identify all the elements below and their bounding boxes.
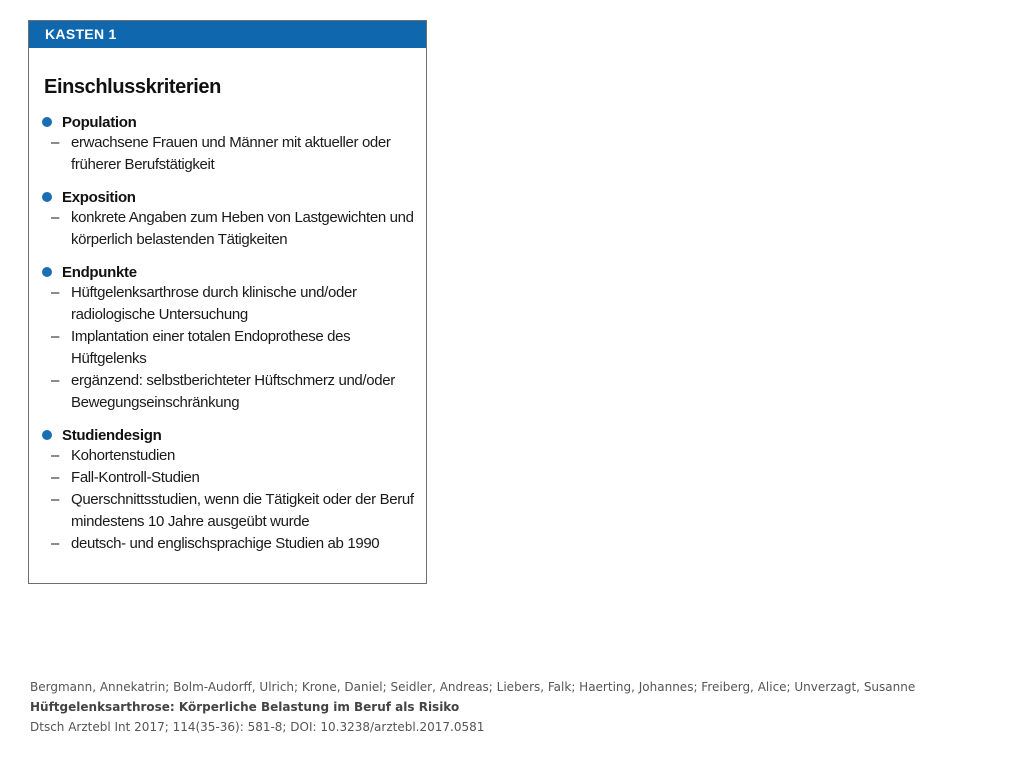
bullet-icon	[42, 117, 52, 127]
section-heading: Endpunkte	[62, 263, 137, 281]
bullet-icon	[42, 192, 52, 202]
list-item: – ergänzend: selbstberichteter Hüftschmerz und/oder Bewegungseinschränkung	[42, 370, 422, 414]
section-exposition	[42, 187, 422, 251]
section-population	[42, 112, 422, 176]
list-item: – deutsch- und englischsprachige Studien ab 1990	[42, 533, 422, 555]
citation-title: Hüftgelenksarthrose: Körperliche Belastung im Beruf als Risiko	[30, 700, 460, 714]
list-item: – Kohortenstudien	[42, 445, 422, 467]
citation-authors: Bergmann, Annekatrin; Bolm-Audorff, Ulrich; Krone, Daniel; Seidler, Andreas; Liebers, Falk; Haerting, Johannes; Freiberg, Alice; Unverzagt, Susanne	[30, 680, 916, 694]
list-item: – Fall-Kontroll-Studien	[42, 467, 422, 489]
list-item: – Querschnittsstudien, wenn die Tätigkeit oder der Beruf mindestens 10 Jahre ausgeübt wurde	[42, 489, 422, 533]
dash-icon: –	[51, 447, 59, 464]
box-title: Einschlusskriterien	[44, 76, 221, 98]
citation-journal: Dtsch Arztebl Int 2017; 114(35-36): 581-8; DOI: 10.3238/arztebl.2017.0581	[30, 720, 485, 734]
section-heading: Population	[62, 113, 137, 131]
section-heading: Exposition	[62, 188, 136, 206]
list-item: – erwachsene Frauen und Männer mit aktueller oder früherer Berufstätigkeit	[42, 132, 422, 176]
bullet-icon	[42, 430, 52, 440]
citation	[30, 677, 915, 737]
list-item: – konkrete Angaben zum Heben von Lastgewichten und körperlich belastenden Tätigkeiten	[42, 207, 422, 251]
list-item: – Implantation einer totalen Endoprothese des Hüftgelenks	[42, 326, 422, 370]
section-endpunkte	[42, 262, 422, 414]
criteria-list	[42, 112, 422, 566]
dash-icon: –	[51, 491, 59, 508]
section-studiendesign	[42, 425, 422, 555]
dash-icon: –	[51, 372, 59, 389]
section-heading: Studiendesign	[62, 426, 162, 444]
dash-icon: –	[51, 134, 59, 151]
box-header: KASTEN 1	[29, 21, 426, 48]
dash-icon: –	[51, 284, 59, 301]
list-item: – Hüftgelenksarthrose durch klinische und/oder radiologische Untersuchung	[42, 282, 422, 326]
info-box	[28, 20, 427, 584]
dash-icon: –	[51, 535, 59, 552]
bullet-icon	[42, 267, 52, 277]
dash-icon: –	[51, 469, 59, 486]
dash-icon: –	[51, 209, 59, 226]
dash-icon: –	[51, 328, 59, 345]
